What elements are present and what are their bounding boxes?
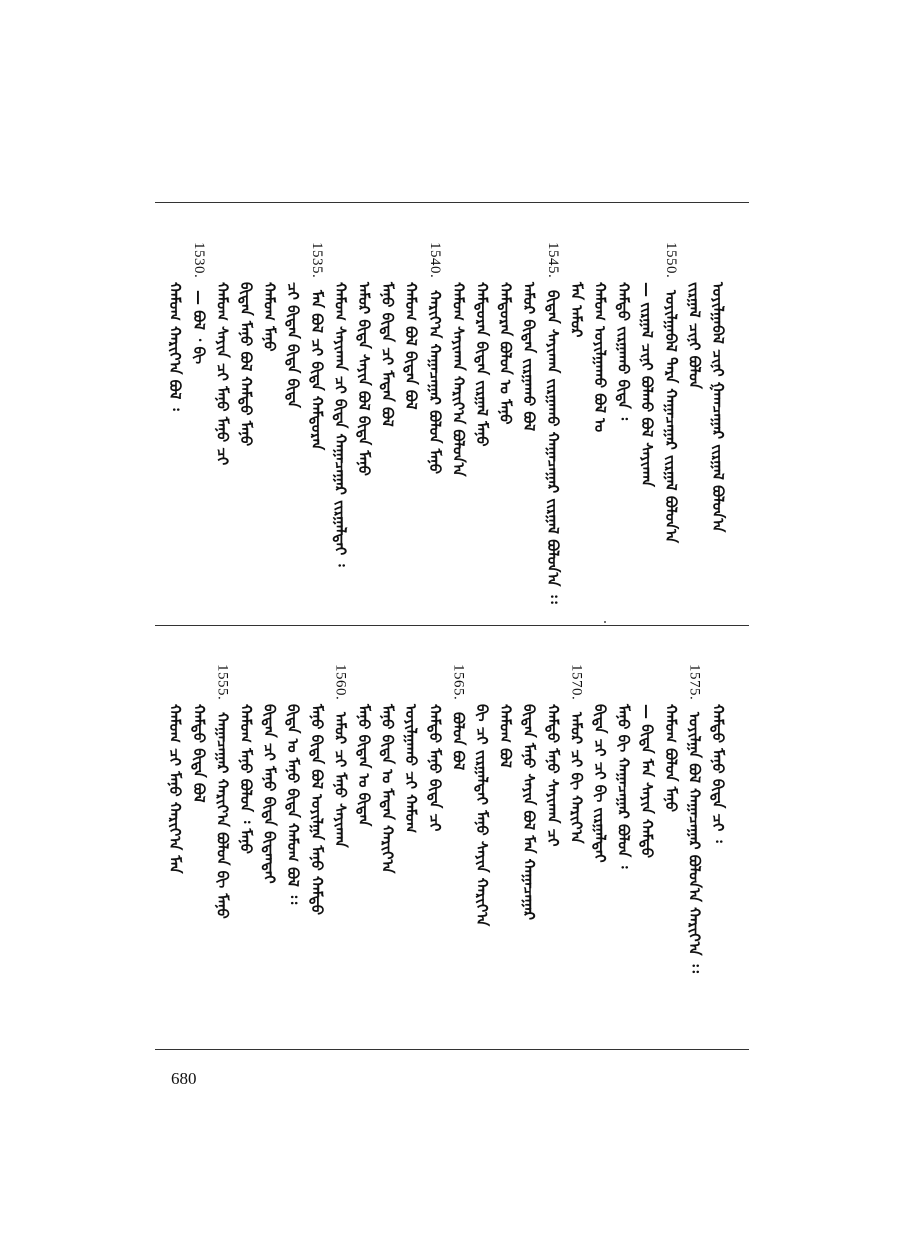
verse-text: ᠬᠠᠮᠲᠤ ᠮᠠᠨᠤ ᠪᠢᠳᠡ ᠴᠢ xyxy=(425,704,444,832)
line-number: 1570. xyxy=(568,664,585,701)
verse-text: ᠬᠠᠮᠤᠭ ᠰᠠᠶᠢᠬᠠᠨ ᠴᠢ ᠪᠢᠳᠡ ᠬᠠᠭᠠᠴᠠᠭᠠᠷ ᠵᠢᠷᠭᠠᠯᠲᠠᠢ ᠄ xyxy=(331,282,350,567)
verse-column xyxy=(663,664,678,812)
verse-column xyxy=(402,664,421,834)
verse-text: ᠣᠶᠢᠯᠭᠠᠪᠠᠯ ᠲᠡᠷᠡ ᠬᠠᠭᠠᠴᠠᠭᠠᠷ ᠵᠢᠷᠭᠠᠯ ᠪᠣᠯᠤᠨ᠎ᠠ xyxy=(661,290,680,544)
verse-text: ᠬᠠᠮᠲᠤᠷᠠᠨ ᠪᠣᠯᠤᠨ ᠤ ᠮᠠᠨᠤ xyxy=(496,282,515,425)
verse-text: ᠪᠢᠳᠡᠨ ᠰᠠᠶᠢᠬᠠᠨ ᠵᠢᠷᠭᠠᠬᠤ ᠬᠠᠭᠠᠴᠠᠭᠠᠷ ᠵᠢᠷᠭᠠᠯ ᠪᠣᠯᠤᠨ᠎ᠠ ᠄᠄ xyxy=(543,290,562,604)
verse-column xyxy=(309,664,324,915)
verse-column xyxy=(380,242,395,427)
verse-column xyxy=(520,242,539,432)
stray-dot xyxy=(604,621,606,623)
verse-text: ᠬᠠᠮᠤᠭ ᠪᠣᠯ ᠪᠢᠳᠡᠨ ᠪᠣᠯ xyxy=(402,282,421,410)
verse-text: ᠬᠠᠮᠤᠭ ᠴᠢ ᠮᠠᠨᠤ ᠬᠠᠷᠢᠶ᠎ᠠ ᠮᠡᠨ xyxy=(166,704,185,874)
line-number: 1530. xyxy=(190,242,207,279)
verse-column xyxy=(238,242,253,446)
verse-text: ᠮᠠᠨᠤ ᠪᠢᠳᠡᠨ ᠤ ᠪᠢᠳᠡᠨ xyxy=(355,704,373,827)
verse-column xyxy=(331,242,350,567)
verse-column xyxy=(191,242,206,364)
verse-text: ᠮᠠᠨᠤ ᠪᠢᠳᠡ ᠪᠣᠯ ᠣᠶᠢᠯᠭᠠ ᠮᠠᠨᠤ ᠬᠠᠮᠲᠤ xyxy=(307,704,326,916)
verse-text: ᠬᠠᠮᠲᠤᠷᠠᠨ ᠪᠢᠳᠡᠨ ᠵᠢᠷᠭᠠᠯ ᠮᠠᠨᠤ xyxy=(473,282,491,447)
verse-text: ᠬᠠᠮᠤᠭ ᠰᠠᠶᠢᠬᠠᠨ ᠬᠠᠷᠢᠶ᠎ᠠ ᠪᠣᠯᠤᠨ᠎ᠠ xyxy=(449,282,468,477)
verse-text: ᠴᠢ ᠪᠢᠳᠡᠨ ᠪᠢᠳᠡ ᠪᠢᠳᠡ xyxy=(284,282,303,408)
verse-text: ᠣᠶᠢᠯᠭᠠᠪᠠᠯ ᠴᠢᠨᠢ ᠭᠠᠭᠴᠠᠭᠠᠷ ᠵᠢᠷᠭᠠᠯ ᠪᠣᠯᠤᠨ᠎ᠠ xyxy=(709,282,727,533)
bottom-rule xyxy=(155,1049,749,1050)
verse-column xyxy=(685,664,704,974)
verse-column xyxy=(213,242,232,466)
verse-column xyxy=(402,242,421,410)
verse-text: ᠪᠢᠳᠡᠨ ᠮᠠᠨᠤ ᠰᠠᠶᠢᠨ ᠪᠣᠯ ᠮᠡᠨ ᠬᠠᠭᠠᠴᠠᠭᠠᠷ xyxy=(520,704,539,920)
top-rule xyxy=(155,202,749,203)
verse-column xyxy=(449,664,468,771)
verse-column xyxy=(284,664,303,905)
verse-column xyxy=(284,242,303,408)
verse-column xyxy=(498,242,513,425)
verse-text: ᠪᠢᠳᠡ ᠤ ᠮᠠᠨᠤ ᠪᠢᠳᠡ ᠬᠠᠮᠤᠭ ᠪᠣᠯ ᠄᠄ xyxy=(284,704,303,905)
verse-column xyxy=(545,242,560,604)
verse-column xyxy=(545,664,560,847)
verse-column xyxy=(191,664,206,803)
verse-column xyxy=(616,242,631,420)
line-number: 1550. xyxy=(662,242,679,279)
verse-column xyxy=(449,242,468,477)
verse-column xyxy=(309,242,324,450)
verse-text: — ᠪᠣᠯ ᠂ ᠪᠢ xyxy=(189,290,208,365)
verse-text: ᠣᠶᠢᠯᠭᠠᠬᠤ ᠴᠢ ᠬᠠᠮᠤᠭ xyxy=(402,704,421,834)
verse-text: ᠪᠢᠳᠡ ᠴᠢ ᠴᠢ ᠪᠢ ᠵᠢᠷᠭᠠᠯᠲᠠᠢ xyxy=(591,704,609,863)
verse-column xyxy=(567,242,586,338)
verse-column xyxy=(520,664,539,920)
verse-text: ᠬᠠᠮᠲᠤ ᠮᠠᠨᠤ ᠪᠢᠳᠡ ᠴᠢ ᠄ xyxy=(709,704,727,843)
verse-column xyxy=(166,242,185,411)
verse-text: ᠪᠢᠳᠡᠨ ᠴᠢ ᠮᠠᠨᠤ ᠪᠢᠳᠡ ᠪᠢᠳᠡᠨᠲᠡᠢ xyxy=(260,704,279,884)
verse-text: ᠬᠠᠷᠢᠶ᠎ᠠ ᠬᠠᠭᠠᠴᠠᠭᠠᠷ ᠪᠣᠯᠤᠨ ᠮᠠᠨᠤ xyxy=(425,290,444,475)
verse-column xyxy=(592,242,607,432)
verse-column xyxy=(427,242,442,474)
verse-column xyxy=(238,664,253,854)
line-number: 1540. xyxy=(426,242,443,279)
verse-column xyxy=(262,664,277,884)
page-number: 680 xyxy=(171,1069,197,1088)
verse-column xyxy=(474,242,489,447)
verse-column xyxy=(498,664,513,768)
verse-column xyxy=(638,664,657,859)
line-number: 1555. xyxy=(214,664,231,701)
verse-column xyxy=(474,664,489,926)
verse-column xyxy=(638,242,657,487)
verse-text: ᠬᠠᠮᠲᠤ ᠵᠢᠷᠭᠠᠬᠤ ᠪᠢᠳᠡ ᠄ xyxy=(614,282,633,421)
verse-column xyxy=(710,664,725,843)
middle-rule xyxy=(155,625,749,626)
verse-column xyxy=(262,242,277,352)
verse-column xyxy=(663,242,678,543)
verse-text: ᠪᠢ ᠴᠢ ᠵᠢᠷᠭᠠᠯᠲᠠᠢ ᠮᠠᠨᠤ ᠰᠠᠶᠢᠨ ᠬᠠᠷᠢᠶ᠎ᠠ xyxy=(473,704,491,927)
verse-column xyxy=(166,664,185,874)
verse-column xyxy=(356,242,371,476)
verse-column xyxy=(567,664,586,844)
verse-text: ᠬᠠᠮᠲᠤ ᠪᠢᠳᠡ ᠪᠣᠯ xyxy=(189,704,208,803)
verse-text: ᠣᠶᠢᠯᠭᠠ ᠪᠣᠯ ᠬᠠᠭᠠᠴᠠᠭᠠᠷ ᠪᠣᠯᠤᠨ᠎ᠠ ᠬᠠᠷᠢᠶ᠎ᠠ ᠄᠄ xyxy=(685,712,704,974)
verse-text: ᠮᠠᠨᠤ ᠪᠢᠳᠡ ᠴᠢ ᠮᠡᠳᠡᠨ ᠪᠣᠯ xyxy=(378,282,397,427)
verse-text: ᠠᠮᠤᠷ ᠪᠢᠳᠡᠨ ᠵᠢᠷᠭᠠᠬᠤ ᠪᠣᠯ xyxy=(520,282,539,432)
verse-text: ᠬᠠᠮᠤᠭ ᠰᠠᠶᠢᠨ ᠴᠢ ᠮᠠᠨᠤ ᠮᠠᠨᠤ ᠴᠢ xyxy=(213,282,232,466)
line-number: 1535. xyxy=(308,242,325,279)
verse-column xyxy=(592,664,607,863)
verse-text: ᠮᠠᠨᠤ ᠪᠢᠳᠡ ᠤ ᠮᠡᠳᠡᠨ ᠬᠠᠷᠢᠶ᠎ᠠ xyxy=(378,704,397,874)
verse-column xyxy=(356,664,371,826)
verse-column xyxy=(331,664,350,848)
verse-text: ᠬᠠᠮᠤᠭ ᠪᠣᠯᠤᠨ ᠮᠠᠨᠤ xyxy=(661,704,680,812)
verse-text: ᠪᠣᠯᠤᠨ ᠪᠣᠯ xyxy=(449,712,468,771)
verse-text: ᠬᠠᠮᠤᠭ ᠬᠠᠷᠢᠶ᠎ᠠ ᠪᠣᠯ ᠄ xyxy=(166,282,185,411)
verse-text: ᠬᠠᠮᠤᠭ ᠮᠠᠨᠤ xyxy=(260,282,279,352)
verse-text: ᠬᠠᠮᠤᠭ ᠪᠣᠯ xyxy=(496,704,515,768)
verse-column xyxy=(427,664,442,831)
verse-text: ᠠᠮᠤᠷ ᠪᠢᠳᠡ ᠰᠠᠶᠢᠨ ᠪᠣᠯ ᠪᠢᠳᠡ ᠮᠠᠨᠤ xyxy=(355,282,373,476)
verse-text: ᠵᠢᠷᠭᠠᠯ ᠴᠢᠨᠢ ᠪᠣᠯᠤᠨ xyxy=(685,282,704,389)
line-number: 1560. xyxy=(332,664,349,701)
verse-text: ᠬᠠᠭᠠᠴᠠᠭᠠᠷ ᠬᠠᠷᠢᠶ᠎ᠠ ᠪᠣᠯᠤᠨ ᠪᠢ ᠮᠠᠨᠤ xyxy=(213,712,232,920)
line-number: 1565. xyxy=(450,664,467,701)
verse-text: ᠮᠡᠨ ᠠᠮᠤᠷ xyxy=(567,282,586,338)
line-number: 1545. xyxy=(544,242,561,279)
verse-text: ᠮᠡᠨ ᠪᠣᠯ ᠴᠢ ᠪᠢᠳᠡ ᠬᠠᠮᠲᠤᠷᠠᠨ xyxy=(307,290,326,451)
verse-column xyxy=(213,664,232,920)
verse-text: ᠬᠠᠮᠲᠤ ᠮᠠᠨᠤ ᠰᠠᠶᠢᠬᠠᠨ ᠴᠢ xyxy=(543,704,562,847)
verse-column xyxy=(380,664,395,874)
verse-text: ᠠᠮᠤᠷ ᠴᠢ ᠮᠠᠨᠤ ᠰᠠᠶᠢᠬᠠᠨ xyxy=(331,712,350,848)
verse-text: ᠠᠮᠤᠷ ᠴᠢ ᠪᠢ ᠬᠠᠷᠢᠶ᠎ᠠ xyxy=(567,712,586,844)
verse-text: — ᠵᠢᠷᠭᠠᠯ ᠴᠢᠨᠢ ᠪᠣᠯᠬᠤ ᠪᠣᠯ ᠰᠠᠶᠢᠬᠠᠨ xyxy=(638,282,657,487)
verse-column xyxy=(685,242,704,389)
verse-text: — ᠪᠢᠳᠡ ᠮᠡᠨ ᠰᠠᠶᠢᠨ ᠬᠠᠮᠲᠤ xyxy=(638,704,657,859)
verse-column xyxy=(616,664,631,869)
verse-text: ᠪᠢᠳᠡᠨ ᠮᠠᠨᠤ ᠪᠣᠯ ᠬᠠᠮᠲᠤ ᠮᠠᠨᠤ xyxy=(237,282,255,447)
verse-text: ᠮᠠᠨᠤ ᠪᠢ ᠬᠠᠭᠠᠴᠠᠭᠠᠷ ᠪᠣᠯᠤᠨ ᠄ xyxy=(614,704,633,869)
verse-column xyxy=(710,242,725,532)
verse-text: ᠬᠠᠮᠤᠭ ᠮᠠᠨᠤ ᠪᠣᠯᠤᠨ ᠄ ᠮᠠᠨᠤ xyxy=(237,704,255,854)
verse-text: ᠬᠠᠮᠤᠭ ᠣᠶᠢᠯᠭᠠᠬᠤ ᠪᠣᠯ ᠤ xyxy=(591,282,609,433)
line-number: 1575. xyxy=(686,664,703,701)
